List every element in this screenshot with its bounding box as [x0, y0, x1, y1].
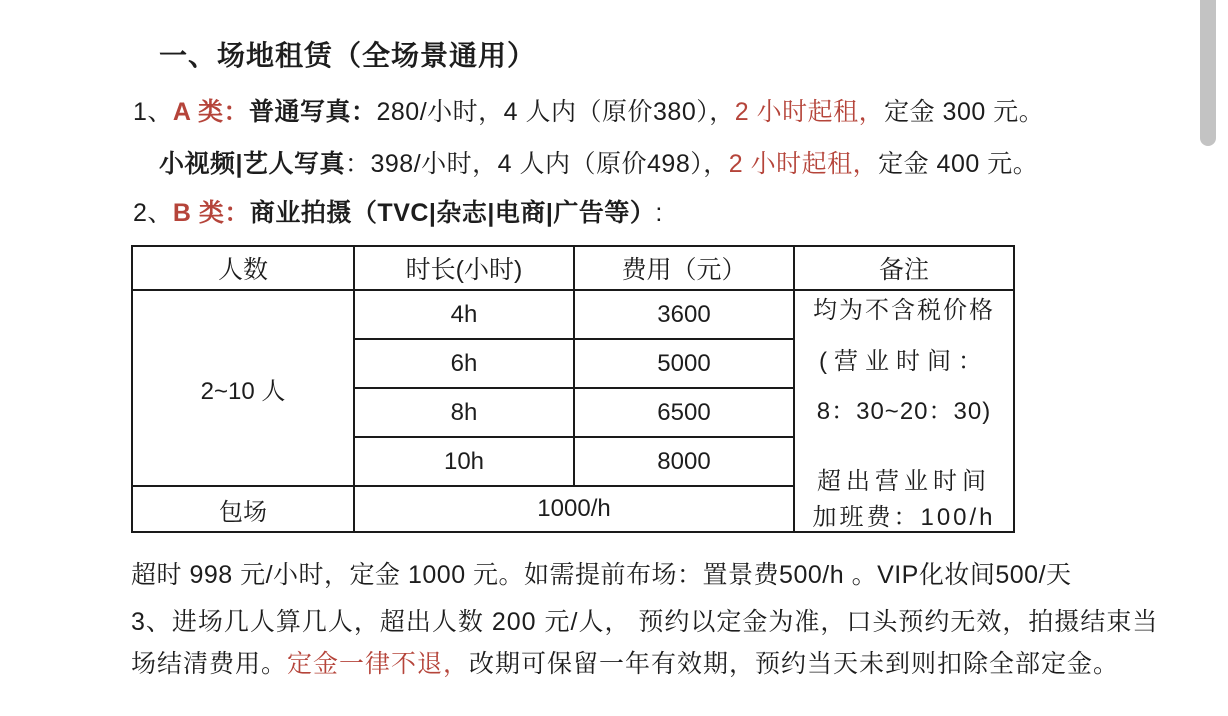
buyout-fee-cell: 1000/h: [354, 486, 794, 532]
people-cell: 2~10 人: [132, 290, 354, 486]
remark-line: 8：30~20：30): [816, 398, 992, 425]
page-title: 一、场地租赁（全场景通用）: [159, 40, 537, 71]
min-rental-highlight: 2 小时起租，: [728, 150, 879, 178]
header-people: 人数: [132, 246, 354, 290]
fee-cell: 3600: [574, 290, 794, 339]
colon: :: [655, 199, 663, 227]
fee-cell: 5000: [574, 339, 794, 388]
remark-line: 均为不含税价格: [813, 297, 995, 324]
pricing-line-b: [133, 193, 663, 229]
deposit-text: 定金 400 元。: [878, 150, 1039, 178]
header-duration: 时长(小时): [354, 246, 574, 290]
remark-line: (营业时间：: [819, 348, 989, 375]
duration-cell: 6h: [354, 339, 574, 388]
remark-line: 加班费：100/h: [812, 504, 996, 531]
fee-cell: 6500: [574, 388, 794, 437]
buyout-label-cell: 包场: [132, 486, 354, 532]
duration-cell: 8h: [354, 388, 574, 437]
pricing-table: [131, 245, 1015, 533]
table-row: [132, 290, 1014, 339]
price-detail: ：398/小时，4 人内（原价498），: [345, 150, 729, 178]
min-rental-highlight: 2 小时起租，: [734, 98, 885, 126]
remark-line: 超出营业时间: [817, 468, 991, 495]
remark-cell: [794, 290, 1014, 532]
no-refund-highlight: 定金一律不退，: [287, 650, 470, 678]
terms-text: 场结清费用。: [131, 650, 288, 678]
terms-text: 改期可保留一年有效期，预约当天未到则扣除全部定金。: [469, 650, 1120, 678]
class-b-label: B 类：: [172, 199, 250, 227]
duration-cell: 10h: [354, 437, 574, 486]
header-fee: 费用（元）: [574, 246, 794, 290]
class-a-label: A 类：: [172, 98, 249, 126]
service-name: 商业拍摄（TVC|杂志|电商|广告等）: [249, 199, 656, 227]
pricing-line-a: [133, 92, 1044, 128]
service-name: 普通写真：: [248, 98, 377, 126]
item-number: 1、: [133, 98, 173, 126]
duration-cell: 4h: [354, 290, 574, 339]
pricing-line-a2: [159, 144, 1038, 180]
fee-cell: 8000: [574, 437, 794, 486]
service-name: 小视频|艺人写真: [159, 150, 345, 178]
price-detail: 280/小时，4 人内（原价380），: [376, 98, 735, 126]
scrollbar-thumb[interactable]: [1200, 0, 1216, 146]
table-header-row: [132, 246, 1014, 290]
terms-line-2: [131, 644, 1119, 680]
header-remark: 备注: [794, 246, 1014, 290]
terms-line-1: 3、进场几人算几人，超出人数 200 元/人， 预约以定金为准，口头预约无效，拍摄结束当: [131, 608, 1159, 636]
overtime-note: 超时 998 元/小时，定金 1000 元。如需提前布场：置景费500/h 。VIP化妆间500/天: [131, 561, 1072, 589]
deposit-text: 定金 300 元。: [884, 98, 1045, 126]
item-number: 2、: [133, 199, 173, 227]
